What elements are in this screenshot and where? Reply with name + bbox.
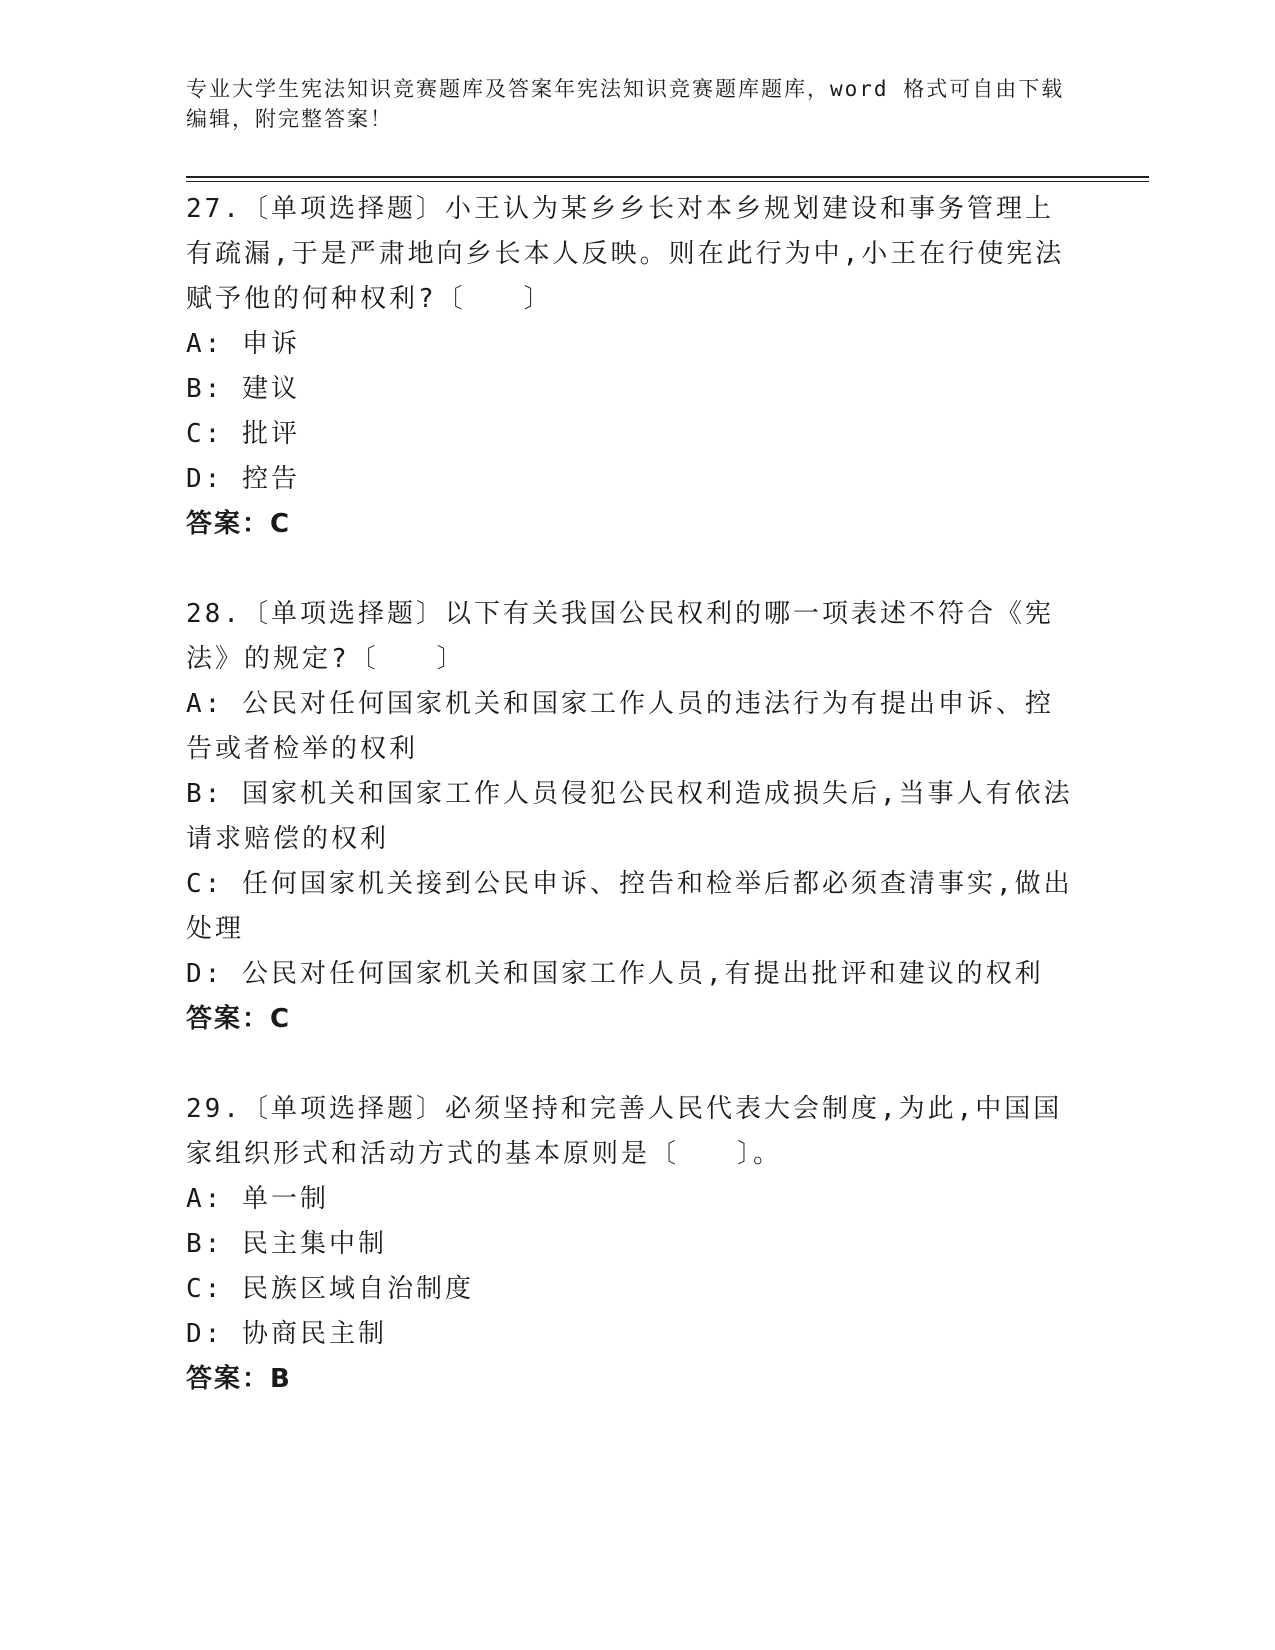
option-c: C: 批评 (186, 419, 300, 449)
question-27 (186, 187, 1076, 547)
header-divider-thin (186, 181, 1149, 182)
question-spacer (186, 1042, 1076, 1087)
option-c: C: 任何国家机关接到公民申诉、控告和检举后都必须查清事实,做出处理 (186, 869, 1073, 944)
option-b: B: 建议 (186, 374, 300, 404)
question-text: 29.〔单项选择题〕必须坚持和完善人民代表大会制度,为此,中国国家组织形式和活动方式的基本原则是〔 〕。 (186, 1094, 1063, 1169)
answer-line: 答案：B (186, 1364, 292, 1394)
question-text: 27.〔单项选择题〕小王认为某乡乡长对本乡规划建设和事务管理上有疏漏,于是严肃地向乡长本人反映。则在此行为中,小王在行使宪法赋予他的何种权利?〔 〕 (186, 194, 1065, 314)
answer-line: 答案：C (186, 1004, 292, 1034)
question-28 (186, 592, 1076, 1042)
option-a: A: 单一制 (186, 1184, 329, 1214)
question-text: 28.〔单项选择题〕以下有关我国公民权利的哪一项表述不符合《宪法》的规定?〔 〕 (186, 599, 1054, 674)
option-a: A: 公民对任何国家机关和国家工作人员的违法行为有提出申诉、控告或者检举的权利 (186, 689, 1054, 764)
option-a: A: 申诉 (186, 329, 300, 359)
option-c: C: 民族区域自治制度 (186, 1274, 474, 1304)
answer-line: 答案：C (186, 509, 292, 539)
option-d: D: 协商民主制 (186, 1319, 387, 1349)
document-header: 专业大学生宪法知识竞赛题库及答案年宪法知识竞赛题库题库，word 格式可自由下载编辑，附完整答案！ (186, 77, 1065, 131)
option-d: D: 控告 (186, 464, 300, 494)
option-d: D: 公民对任何国家机关和国家工作人员,有提出批评和建议的权利 (186, 959, 1044, 989)
question-list (186, 187, 1076, 1402)
question-spacer (186, 547, 1076, 592)
question-29 (186, 1087, 1076, 1402)
option-b: B: 国家机关和国家工作人员侵犯公民权利造成损失后,当事人有依法请求赔偿的权利 (186, 779, 1073, 854)
option-b: B: 民主集中制 (186, 1229, 387, 1259)
header-divider-thick (186, 176, 1149, 178)
